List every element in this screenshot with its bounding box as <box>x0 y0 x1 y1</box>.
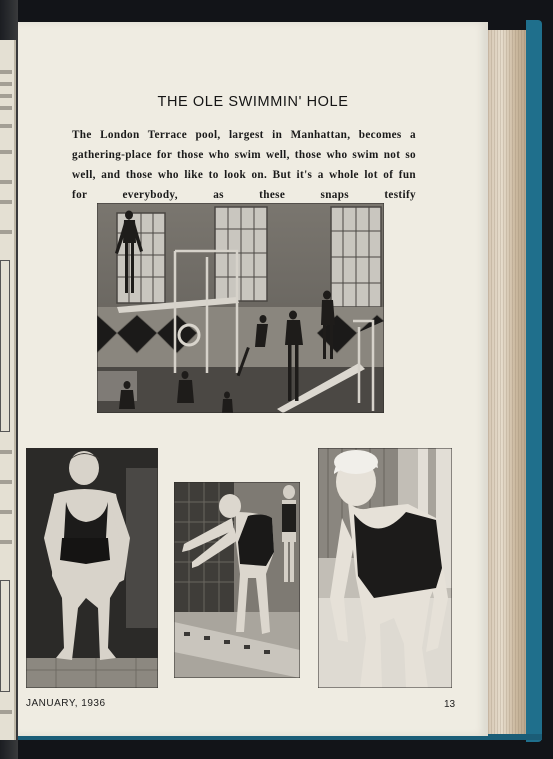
intro-paragraph: The London Terrace pool, largest in Manhattan, becomes a gathering-place for those who swim well, those who swim not so well, and those who like to look on. But it's a whole lot of fun for everybody, as these snaps testify <box>72 129 416 201</box>
previous-page-edge <box>0 40 16 740</box>
page-block-edge <box>488 30 526 735</box>
book-cover <box>526 20 542 742</box>
page-number: 13 <box>444 699 456 710</box>
diver-starting-photo <box>174 482 300 678</box>
issue-date: JANUARY, 1936 <box>26 698 106 709</box>
swimmer-man-photo <box>26 448 158 688</box>
page-title: THE OLE SWIMMIN' HOLE <box>157 94 349 110</box>
pool-diving-photo <box>97 203 384 413</box>
magazine-page <box>18 22 488 736</box>
swimmer-woman-photo <box>318 448 452 688</box>
